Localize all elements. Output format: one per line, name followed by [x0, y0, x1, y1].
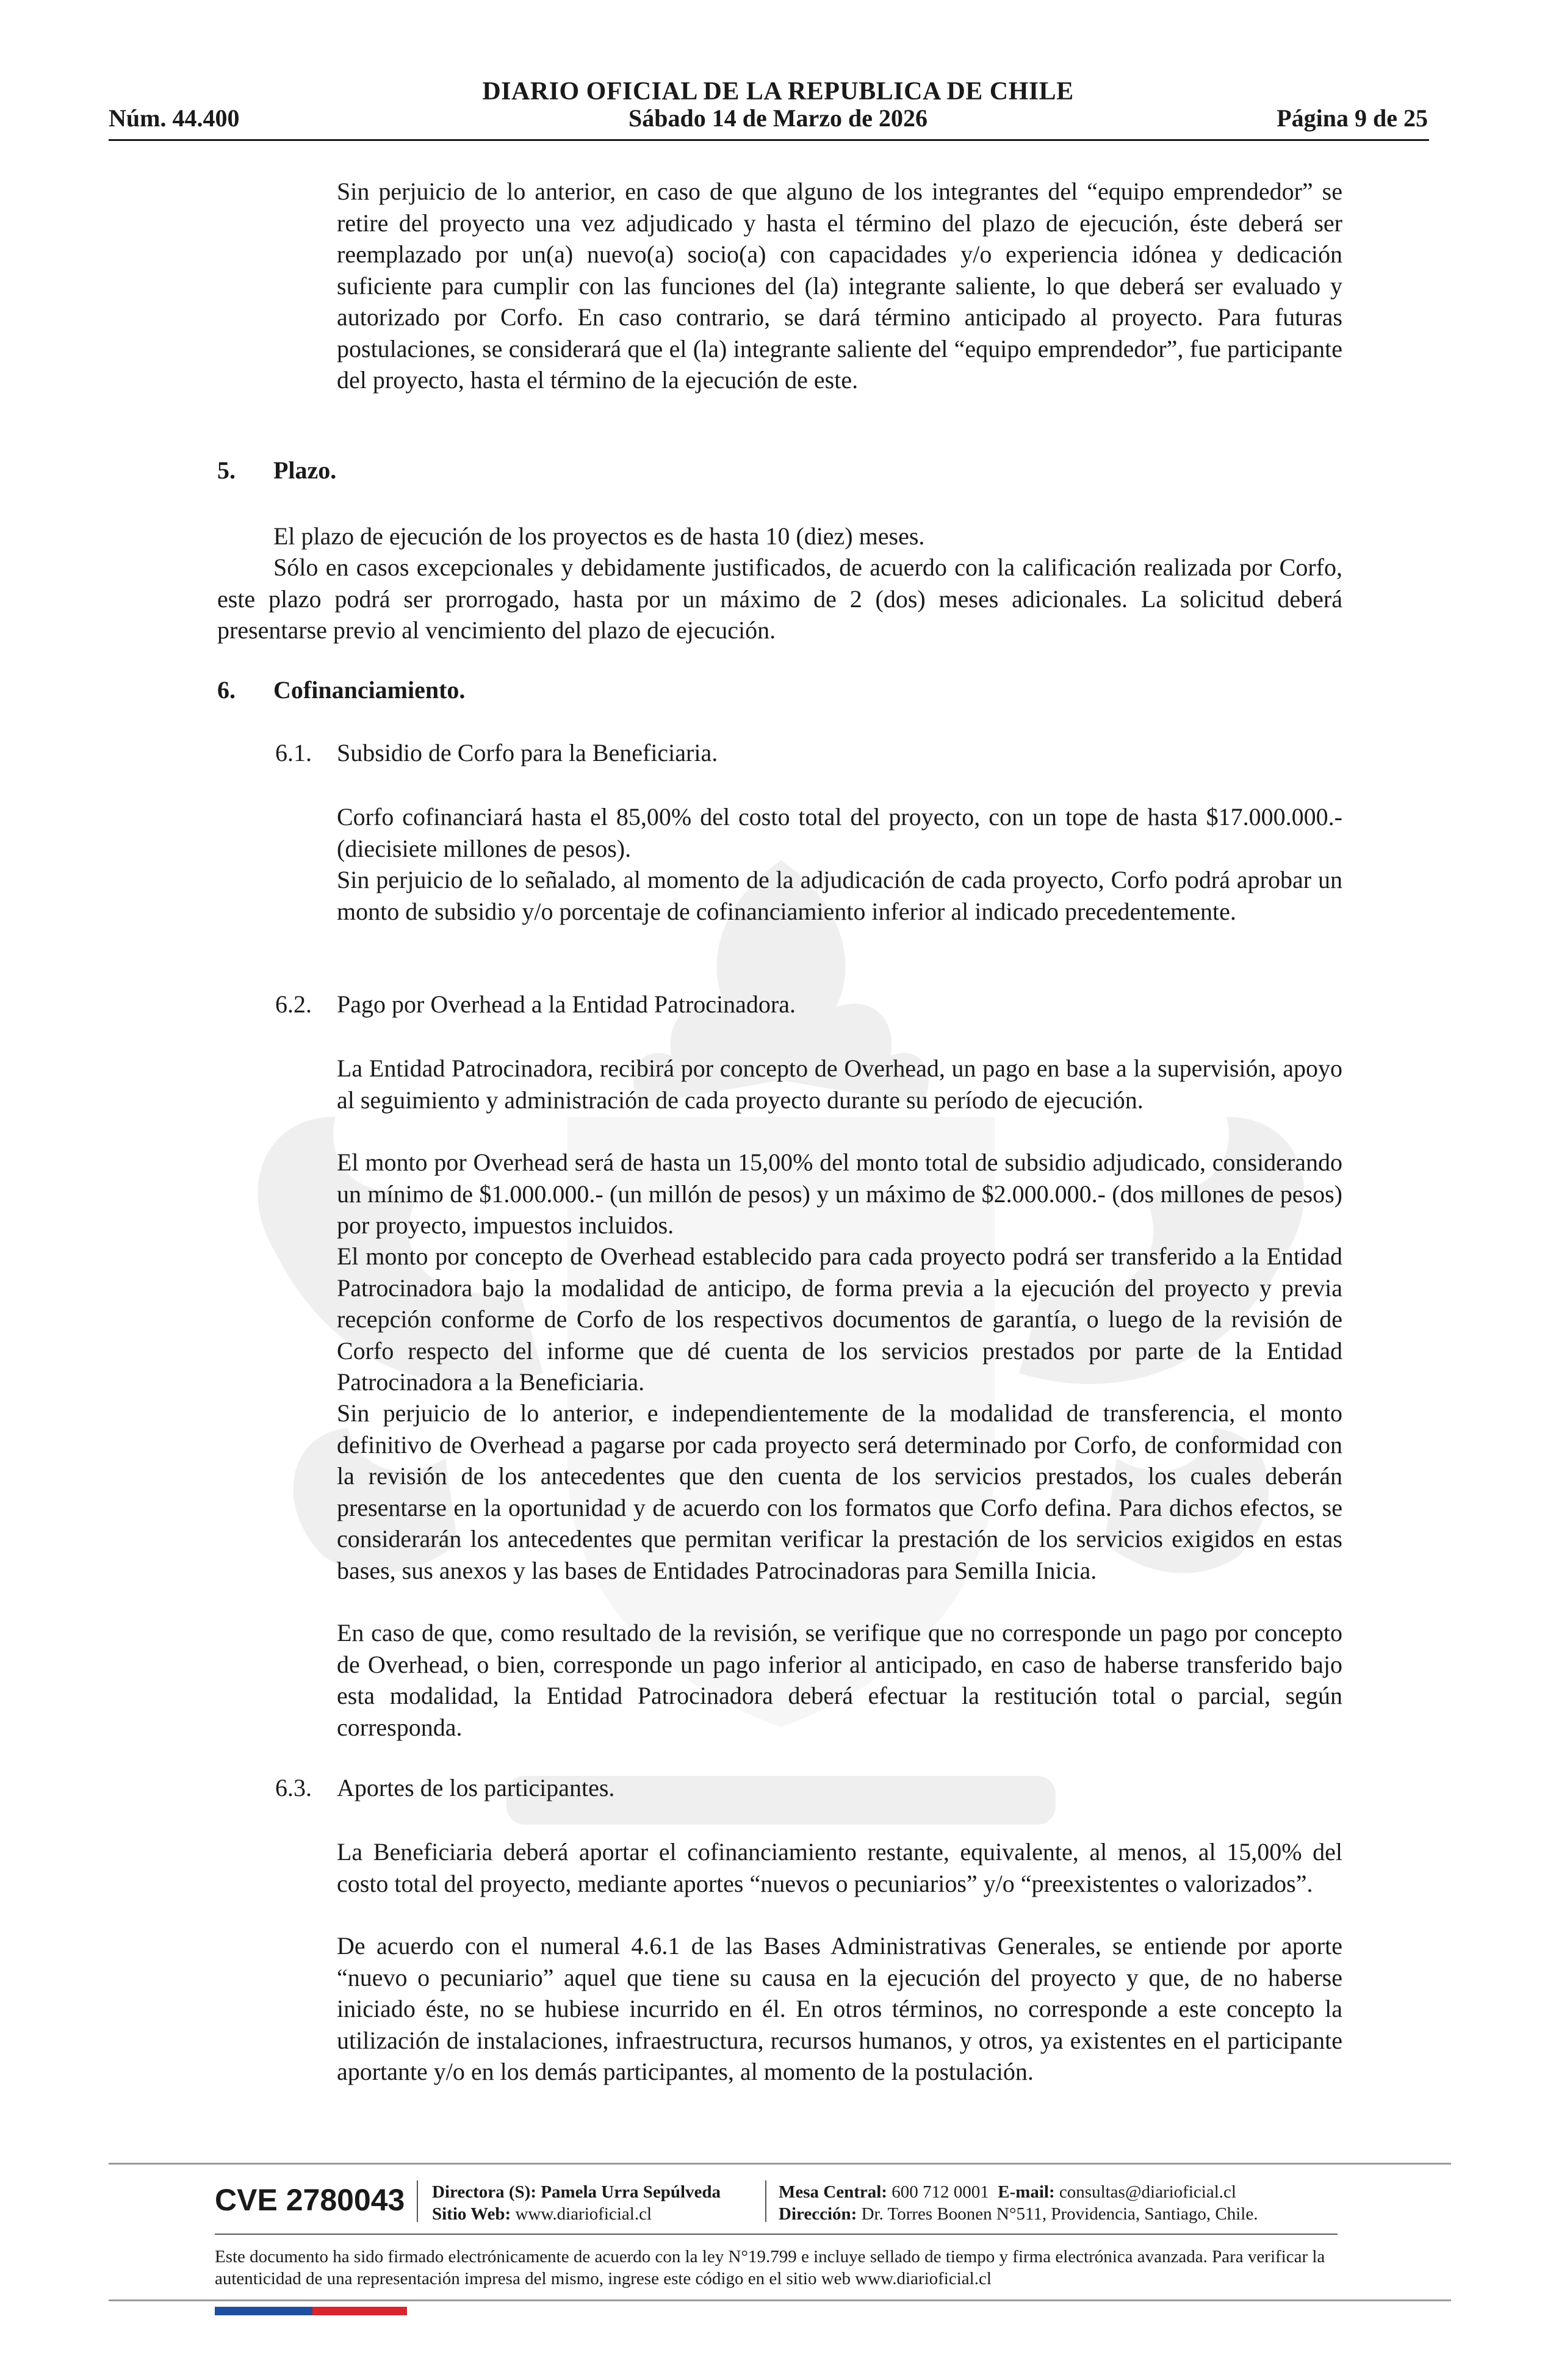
paragraph-aportes-2: De acuerdo con el numeral 4.6.1 de las Bases Administrativas Generales, se entiende por aporte “nuevo o pecuniario” aquel que tiene su causa en la ejecución del proyecto y que, de no haberse iniciado éste, no se hubiese incurrido en él. En otros términos, no corresponde a este concepto la utilización de instalaciones, infraestructura, recursos humanos, y otros, ya existentes en el participante aportante y/o en los demás participantes, al momento de la postulación.: [337, 1932, 1342, 2085]
subsection-number: 6.3.: [275, 1774, 312, 1801]
paragraph-overhead-5: En caso de que, como resultado de la revisión, se verifique que no corresponde un pago por concepto de Overhead, o bien, corresponde un pago inferior al anticipado, en caso de haberse transferido bajo esta modalidad, la Entidad Patrocinadora deberá efectuar la restitución total o parcial, según corresponda.: [337, 1619, 1342, 1741]
paragraph-overhead-2: El monto por Overhead será de hasta un 15,00% del monto total de subsidio adjudicado, considerando un mínimo de $1.000.000.- (un millón de pesos) y un máximo de $2.000.000.- (dos millones de pesos) por proyecto, impuestos incluidos.: [337, 1149, 1342, 1239]
flag-stripe-red: [312, 2307, 407, 2315]
footer-divider-middle: [215, 2234, 1338, 2235]
footer-separator: [765, 2180, 766, 2222]
footer-contact-info: [779, 2181, 1258, 2225]
page-number: Página 9 de 25: [1277, 104, 1428, 132]
paragraph-plazo-2: Sólo en casos excepcionales y debidamente justificados, de acuerdo con la calificación realizada por Corfo, este plazo podrá ser prorrogado, hasta por un máximo de 2 (dos) meses adicionales. La solicitud deberá presentarse previo al vencimiento del plazo de ejecución.: [217, 554, 1342, 644]
subsection-number: 6.1.: [275, 739, 312, 766]
section-title: Cofinanciamiento.: [273, 676, 466, 704]
section-number: 6.: [217, 676, 236, 704]
phone-label: Mesa Central:: [779, 2182, 887, 2202]
paragraph-overhead-4: Sin perjuicio de lo anterior, e independientemente de la modalidad de transferencia, el monto definitivo de Overhead a pagarse por cada proyecto será determinado por Corfo, de conformidad con la revisión de los antecedentes que den cuenta de los servicios prestados, los cuales deberán presentarse en la oportunidad y de acuerdo con los formatos que Corfo defina. Para dichos efectos, se considerarán los antecedentes que permitan verificar la prestación de los servicios exigidos en estas bases, sus anexos y las bases de Entidades Patrocinadoras para Semilla Inicia.: [337, 1399, 1342, 1584]
issue-number: Núm. 44.400: [109, 104, 240, 132]
paragraph-overhead-3: El monto por concepto de Overhead establecido para cada proyecto podrá ser transferido a la Entidad Patrocinadora bajo la modalidad de anticipo, de forma previa a la ejecución del proyecto y previa recepción conforme de Corfo de los respectivos documentos de garantía, o luego de la revisión de Corfo respecto del informe que dé cuenta de los servicios prestados por parte de la Entidad Patrocinadora a la Beneficiaria.: [337, 1242, 1342, 1396]
header-divider: [109, 139, 1429, 141]
email-link[interactable]: consultas@diarioficial.cl: [1059, 2182, 1236, 2202]
electronic-signature-notice: Este documento ha sido firmado electrónicamente de acuerdo con la ley N°19.799 e incluye sellado de tiempo y firma electrónica avanzada. Para verificar la autenticidad de una representación impresa del mismo, ingrese este código en el sitio web www.diarioficial.cl: [215, 2247, 1325, 2288]
subsection-title: Pago por Overhead a la Entidad Patrocinadora.: [337, 990, 796, 1018]
paragraph-subsidio-1: Corfo cofinanciará hasta el 85,00% del costo total del proyecto, con un tope de hasta $17.000.000.- (diecisiete millones de pesos).: [337, 803, 1342, 862]
phone-number: 600 712 0001: [891, 2182, 989, 2202]
newspaper-title: DIARIO OFICIAL DE LA REPUBLICA DE CHILE: [482, 78, 1074, 106]
website-label: Sitio Web:: [432, 2204, 511, 2224]
flag-stripe-blue: [215, 2307, 312, 2315]
paragraph-plazo-1: El plazo de ejecución de los proyectos es de hasta 10 (diez) meses.: [273, 522, 925, 550]
subsection-title: Subsidio de Corfo para la Beneficiaria.: [337, 739, 718, 766]
subsection-title: Aportes de los participantes.: [337, 1774, 615, 1801]
subsection-number: 6.2.: [275, 990, 312, 1018]
section-number: 5.: [217, 456, 236, 484]
paragraph-intro: Sin perjuicio de lo anterior, en caso de que alguno de los integrantes del “equipo emprendedor” se retire del proyecto una vez adjudicado y hasta el término del plazo de ejecución, éste deberá ser reemplazado por un(a) nuevo(a) socio(a) con capacidades y/o experiencia idónea y dedicación suficiente para cumplir con las funciones del (la) integrante saliente, lo que deberá ser evaluado y autorizado por Corfo. En caso contrario, se dará término anticipado al proyecto. Para futuras postulaciones, se considerará que el (la) integrante saliente del “equipo emprendedor”, fue participante del proyecto, hasta el término de la ejecución de este.: [337, 178, 1342, 394]
address-value: Dr. Torres Boonen N°511, Providencia, Santiago, Chile.: [861, 2204, 1258, 2224]
footer-editorial-info: [432, 2181, 721, 2225]
paragraph-overhead-1: La Entidad Patrocinadora, recibirá por concepto de Overhead, un pago en base a la supervisión, apoyo al seguimiento y administración de cada proyecto durante su período de ejecución.: [337, 1055, 1342, 1114]
website-link[interactable]: www.diarioficial.cl: [515, 2204, 652, 2224]
footer-divider-bottom: [109, 2299, 1451, 2301]
issue-date: Sábado 14 de Marzo de 2026: [629, 104, 927, 132]
email-label: E-mail:: [998, 2182, 1055, 2202]
cve-code: CVE 2780043: [215, 2183, 405, 2217]
section-title: Plazo.: [273, 456, 337, 484]
address-label: Dirección:: [779, 2204, 857, 2224]
footer-separator: [417, 2180, 418, 2222]
paragraph-subsidio-2: Sin perjuicio de lo señalado, al momento de la adjudicación de cada proyecto, Corfo podrá aprobar un monto de subsidio y/o porcentaje de cofinanciamiento inferior al indicado precedentemente.: [337, 866, 1342, 925]
director-label: Directora (S):: [432, 2182, 536, 2202]
director-name: Pamela Urra Sepúlveda: [541, 2182, 721, 2202]
paragraph-aportes-1: La Beneficiaria deberá aportar el cofinanciamiento restante, equivalente, al menos, al 15,00% del costo total del proyecto, mediante aportes “nuevos o pecuniarios” y/o “preexistentes o valorizados”.: [337, 1838, 1342, 1897]
footer-divider-top: [109, 2163, 1451, 2165]
